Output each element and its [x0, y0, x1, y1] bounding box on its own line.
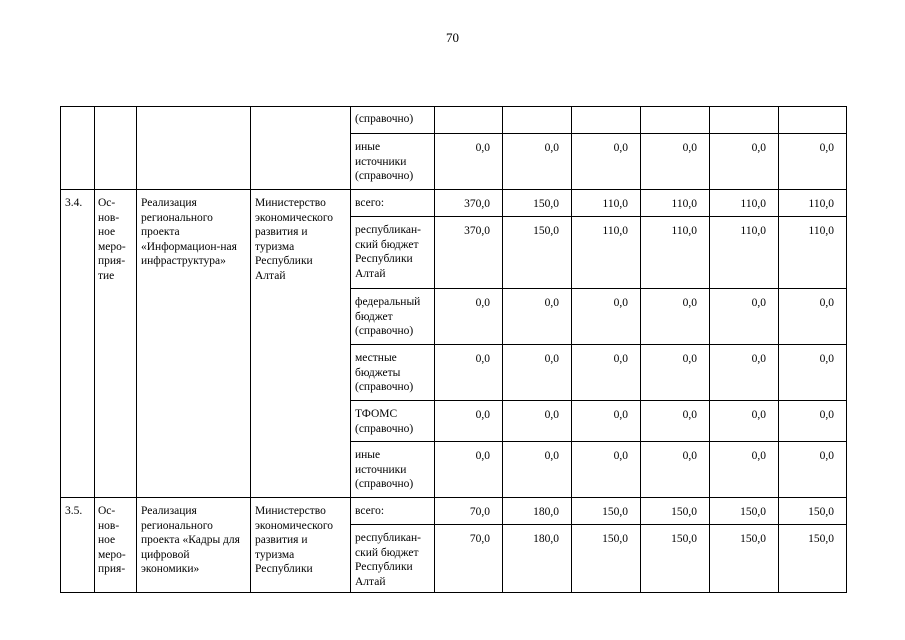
- value-cell: 0,0: [779, 401, 847, 442]
- cell-num-continued: [61, 107, 95, 190]
- item-type: Ос-нов-ное меро-прия-тие: [95, 190, 137, 498]
- value-cell: 0,0: [641, 134, 710, 190]
- cell-executor-continued: [251, 107, 351, 190]
- value-cell: 110,0: [779, 190, 847, 217]
- value-cell: 110,0: [710, 190, 779, 217]
- value-cell: 0,0: [710, 289, 779, 345]
- cell-name-continued: [137, 107, 251, 190]
- value-cell: [710, 107, 779, 134]
- value-cell: 0,0: [503, 442, 572, 498]
- value-cell: 150,0: [710, 498, 779, 525]
- value-cell: 0,0: [435, 401, 503, 442]
- value-cell: 180,0: [503, 498, 572, 525]
- value-cell: 150,0: [641, 498, 710, 525]
- item-type: Ос-нов-ное меро-прия-: [95, 498, 137, 593]
- value-cell: 0,0: [779, 442, 847, 498]
- source-label: иные источники (справочно): [351, 134, 435, 190]
- cell-type-continued: [95, 107, 137, 190]
- value-cell: 0,0: [572, 401, 641, 442]
- source-label: всего:: [351, 190, 435, 217]
- financing-table: [60, 106, 847, 593]
- value-cell: 370,0: [435, 190, 503, 217]
- value-cell: 0,0: [572, 442, 641, 498]
- value-cell: 0,0: [779, 345, 847, 401]
- value-cell: 0,0: [435, 345, 503, 401]
- item-executor: Министерство экономического развития и туризма Республики: [251, 498, 351, 593]
- value-cell: 0,0: [710, 345, 779, 401]
- source-label: местные бюджеты (справочно): [351, 345, 435, 401]
- table-row: [61, 498, 847, 525]
- source-label: (справочно): [351, 107, 435, 134]
- value-cell: [503, 107, 572, 134]
- value-cell: 0,0: [710, 401, 779, 442]
- value-cell: 0,0: [503, 289, 572, 345]
- value-cell: 0,0: [572, 345, 641, 401]
- value-cell: 0,0: [435, 442, 503, 498]
- value-cell: [641, 107, 710, 134]
- value-cell: 150,0: [503, 217, 572, 289]
- source-label: ТФОМС (справочно): [351, 401, 435, 442]
- value-cell: 150,0: [710, 525, 779, 593]
- value-cell: 150,0: [503, 190, 572, 217]
- value-cell: 70,0: [435, 525, 503, 593]
- value-cell: 0,0: [779, 134, 847, 190]
- item-executor: Министерство экономического развития и туризма Республики Алтай: [251, 190, 351, 498]
- value-cell: [435, 107, 503, 134]
- value-cell: 110,0: [641, 190, 710, 217]
- value-cell: 0,0: [503, 134, 572, 190]
- value-cell: 150,0: [572, 525, 641, 593]
- value-cell: 0,0: [435, 134, 503, 190]
- item-number: 3.4.: [61, 190, 95, 498]
- value-cell: 370,0: [435, 217, 503, 289]
- value-cell: 150,0: [779, 498, 847, 525]
- value-cell: 0,0: [710, 134, 779, 190]
- value-cell: 70,0: [435, 498, 503, 525]
- value-cell: 0,0: [435, 289, 503, 345]
- value-cell: 110,0: [572, 190, 641, 217]
- source-label: иные источники (справочно): [351, 442, 435, 498]
- value-cell: [779, 107, 847, 134]
- value-cell: 0,0: [641, 345, 710, 401]
- value-cell: 0,0: [710, 442, 779, 498]
- item-number: 3.5.: [61, 498, 95, 593]
- value-cell: 150,0: [572, 498, 641, 525]
- value-cell: 0,0: [503, 401, 572, 442]
- source-label: федеральный бюджет (справочно): [351, 289, 435, 345]
- source-label: республикан-ский бюджет Республики Алтай: [351, 217, 435, 289]
- table-row: [61, 107, 847, 134]
- value-cell: [572, 107, 641, 134]
- source-label: всего:: [351, 498, 435, 525]
- value-cell: 0,0: [779, 289, 847, 345]
- value-cell: 0,0: [572, 134, 641, 190]
- value-cell: 0,0: [641, 401, 710, 442]
- value-cell: 110,0: [710, 217, 779, 289]
- value-cell: 150,0: [641, 525, 710, 593]
- value-cell: 180,0: [503, 525, 572, 593]
- item-name: Реализация регионального проекта «Кадры для цифровой экономики»: [137, 498, 251, 593]
- table-row: [61, 190, 847, 217]
- value-cell: 110,0: [572, 217, 641, 289]
- value-cell: 110,0: [641, 217, 710, 289]
- value-cell: 150,0: [779, 525, 847, 593]
- source-label: республикан-ский бюджет Республики Алтай: [351, 525, 435, 593]
- value-cell: 0,0: [503, 345, 572, 401]
- value-cell: 0,0: [641, 442, 710, 498]
- item-name: Реализация регионального проекта «Информацион-ная инфраструктура»: [137, 190, 251, 498]
- value-cell: 0,0: [572, 289, 641, 345]
- page-number: 70: [446, 30, 459, 45]
- value-cell: 0,0: [641, 289, 710, 345]
- value-cell: 110,0: [779, 217, 847, 289]
